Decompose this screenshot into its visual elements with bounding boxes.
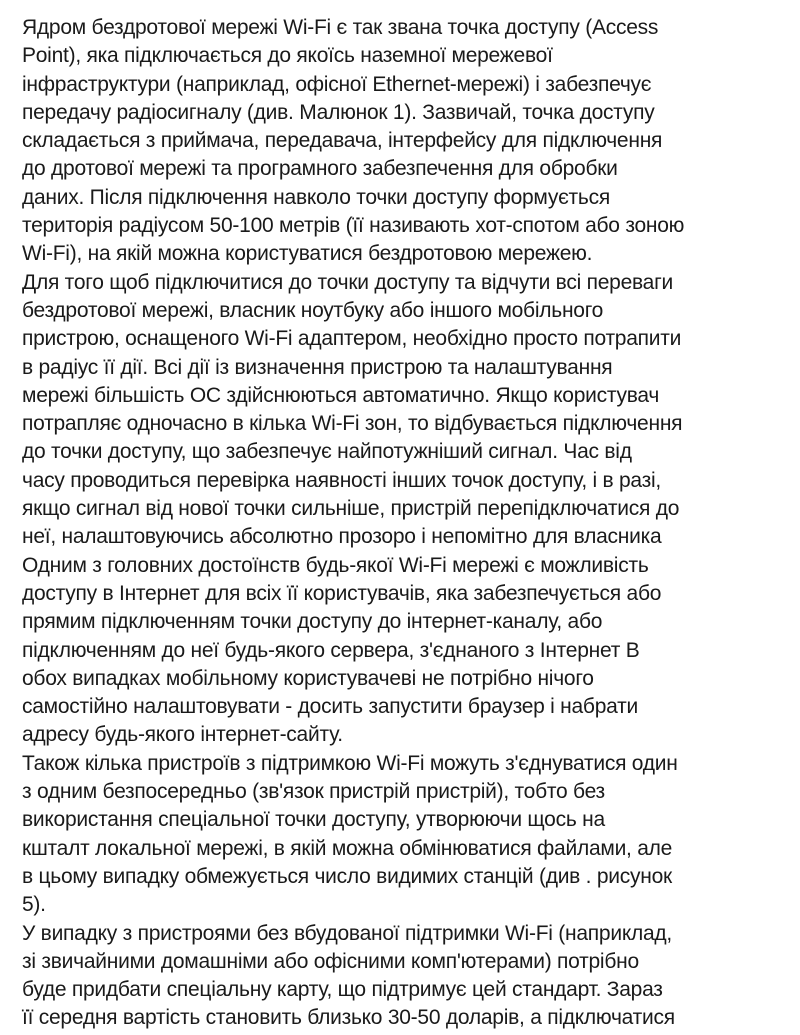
- text-line: мережі більшість ОС здійснюються автоматично. Якщо користувач: [22, 383, 660, 407]
- text-line: інфраструктури (наприклад, офісної Ethernet-мережі) і забезпечує: [22, 72, 652, 96]
- text-line: буде придбати спеціальну карту, що підтримує цей стандарт. Зараз: [22, 978, 663, 1002]
- text-line: самостійно налаштовувати - досить запустити браузер і набрати: [22, 695, 638, 719]
- text-line: якщо сигнал від нової точки сильніше, пристрій перепідключатися до: [22, 497, 680, 521]
- text-line: складається з приймача, передавача, інтерфейсу для підключення: [22, 129, 663, 153]
- text-line: прямим підключенням точки доступу до інтернет-каналу, або: [22, 610, 603, 634]
- document-text: [22, 14, 782, 1033]
- text-line: обох випадках мобільному користувачеві не потрібно нічого: [22, 666, 594, 690]
- text-line: її середня вартість становить близько 30-50 доларів, а підключатися: [22, 1006, 675, 1030]
- text-line: Ядром бездротової мережі Wi-Fi є так звана точка доступу (Access: [22, 16, 659, 39]
- text-line: часу проводиться перевірка наявності інших точок доступу, і в разі,: [22, 468, 661, 492]
- text-line: Для того щоб підключитися до точки доступу та відчути всі переваги: [22, 270, 673, 294]
- text-line: неї, налаштовуючись абсолютно прозоро і непомітно для власника: [22, 525, 662, 549]
- text-line: з одним безпосередньо (зв'язок пристрій пристрій), тобто без: [22, 780, 605, 804]
- text-line: 5).: [22, 893, 46, 917]
- text-line: територія радіусом 50-100 метрів (її називають хот-спотом або зоною: [22, 214, 685, 238]
- text-line: до точки доступу, що забезпечує найпотужніший сигнал. Час від: [22, 440, 632, 464]
- text-line: Одним з головних достоїнств будь-якої Wi-Fi мережі є можливість: [22, 553, 649, 577]
- text-line: кшталт локальної мережі, в якій можна обмінюватися файлами, але: [22, 836, 673, 860]
- text-line: даних. Після підключення навколо точки доступу формується: [22, 185, 610, 209]
- text-line: потрапляє одночасно в кілька Wi-Fi зон, то відбувається підключення: [22, 412, 683, 436]
- text-line: до дротової мережі та програмного забезпечення для обробки: [22, 157, 618, 181]
- text-line: в цьому випадку обмежується число видимих станцій (див . рисунок: [22, 864, 672, 888]
- text-line: адресу будь-якого інтернет-сайту.: [22, 723, 343, 747]
- text-line: передачу радіосигналу (див. Малюнок 1). Зазвичай, точка доступу: [22, 100, 655, 124]
- text-line: в радіус її дії. Всі дії із визначення пристрою та налаштування: [22, 355, 613, 379]
- text-line: Point), яка підключається до якоїсь наземної мережевої: [22, 44, 553, 68]
- text-line: Також кілька пристроїв з підтримкою Wi-Fi можуть з'єднуватися один: [22, 751, 678, 775]
- text-line: пристрою, оснащеного Wi-Fi адаптером, необхідно просто потрапити: [22, 327, 682, 351]
- text-line: підключенням до неї будь-якого сервера, з'єднаного з Інтернет В: [22, 638, 640, 662]
- text-line: бездротової мережі, власник ноутбуку або іншого мобільного: [22, 298, 604, 322]
- text-line: У випадку з пристроями без вбудованої підтримки Wi-Fi (наприклад,: [22, 921, 673, 945]
- text-line: використання спеціальної точки доступу, утворюючи щось на: [22, 808, 605, 832]
- text-line: зі звичайними домашніми або офісними комп'ютерами) потрібно: [22, 949, 639, 973]
- text-line: Wi-Fi), на якій можна користуватися бездротовою мережею.: [22, 242, 593, 266]
- text-line: доступу в Інтернет для всіх її користувачів, яка забезпечується або: [22, 581, 662, 605]
